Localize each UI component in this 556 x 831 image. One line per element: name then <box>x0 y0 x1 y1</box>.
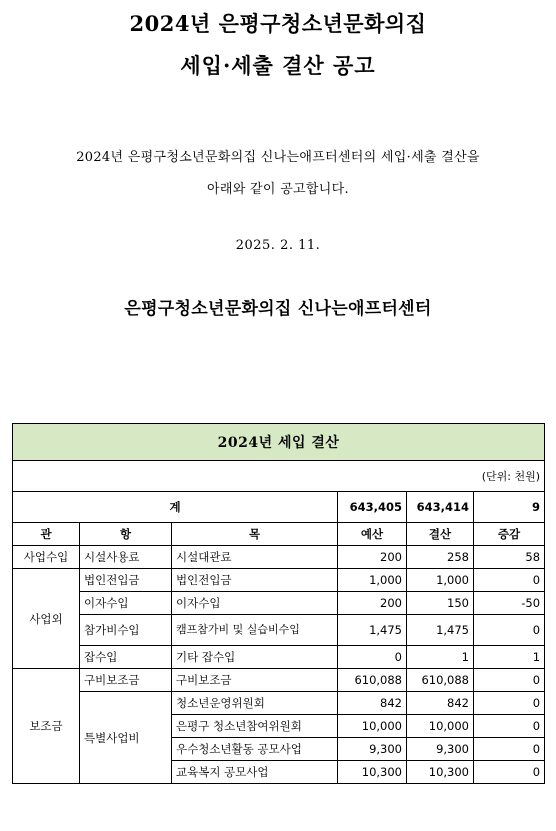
budget-cell: 1,475 <box>338 615 407 646</box>
table-row <box>13 546 545 569</box>
col-header-change: 증감 <box>474 523 545 546</box>
settlement-cell: 842 <box>407 692 474 715</box>
table-title: 2024년 세입 결산 <box>13 424 545 461</box>
mok-cell: 시설대관료 <box>172 546 338 569</box>
mok-cell: 기타 잡수입 <box>172 646 338 669</box>
mok-cell: 청소년운영위원회 <box>172 692 338 715</box>
col-header-gwan: 관 <box>13 523 80 546</box>
hang-cell: 구비보조금 <box>80 669 172 692</box>
settlement-cell: 9,300 <box>407 738 474 761</box>
group-cell-subsidy: 보조금 <box>13 669 80 784</box>
document-title-line2: 세입·세출 결산 공고 <box>180 53 376 78</box>
mok-cell: 우수청소년활동 공모사업 <box>172 738 338 761</box>
settlement-cell: 10,000 <box>407 715 474 738</box>
budget-cell: 10,300 <box>338 761 407 784</box>
settlement-cell: 1 <box>407 646 474 669</box>
settlement-cell: 1,000 <box>407 569 474 592</box>
table-title-row <box>13 424 545 461</box>
total-row <box>13 492 545 523</box>
column-header-row <box>13 523 545 546</box>
budget-cell: 200 <box>338 592 407 615</box>
total-change: 9 <box>474 492 545 523</box>
mok-cell: 교육복지 공모사업 <box>172 761 338 784</box>
budget-cell: 1,000 <box>338 569 407 592</box>
group-cell-non-business: 사업외 <box>13 569 80 669</box>
mok-cell: 캠프참가비 및 실습비수입 <box>172 615 338 646</box>
unit-label: (단위: 천원) <box>13 461 545 492</box>
budget-cell: 200 <box>338 546 407 569</box>
change-cell: 0 <box>474 669 545 692</box>
col-header-budget: 예산 <box>338 523 407 546</box>
budget-cell: 0 <box>338 646 407 669</box>
total-label: 계 <box>13 492 338 523</box>
hang-cell: 참가비수입 <box>80 615 172 646</box>
hang-cell: 법인전입금 <box>80 569 172 592</box>
notice-date: 2025. 2. 11. <box>235 238 321 253</box>
document-title-line1: 2024년 은평구청소년문화의집 <box>129 11 427 36</box>
change-cell: 1 <box>474 646 545 669</box>
revenue-settlement-table <box>12 423 545 784</box>
change-cell: 0 <box>474 692 545 715</box>
table-row <box>13 646 545 669</box>
table-row <box>13 615 545 646</box>
total-settlement: 643,414 <box>407 492 474 523</box>
group-cell-business-income: 사업수입 <box>13 546 80 569</box>
change-cell: 0 <box>474 569 545 592</box>
change-cell: -50 <box>474 592 545 615</box>
change-cell: 0 <box>474 715 545 738</box>
unit-row <box>13 461 545 492</box>
table-row <box>13 569 545 592</box>
change-cell: 0 <box>474 615 545 646</box>
table-row <box>13 592 545 615</box>
change-cell: 58 <box>474 546 545 569</box>
budget-cell: 610,088 <box>338 669 407 692</box>
hang-cell: 시설사용료 <box>80 546 172 569</box>
col-header-hang: 항 <box>80 523 172 546</box>
hang-cell: 이자수입 <box>80 592 172 615</box>
col-header-settlement: 결산 <box>407 523 474 546</box>
settlement-cell: 10,300 <box>407 761 474 784</box>
change-cell: 0 <box>474 738 545 761</box>
notice-text-line2: 아래와 같이 공고합니다. <box>207 182 349 197</box>
notice-text-line1: 2024년 은평구청소년문화의집 신나는애프터센터의 세입·세출 결산을 <box>76 150 480 165</box>
mok-cell: 법인전입금 <box>172 569 338 592</box>
hang-cell: 잡수입 <box>80 646 172 669</box>
budget-cell: 842 <box>338 692 407 715</box>
settlement-cell: 1,475 <box>407 615 474 646</box>
organization-name: 은평구청소년문화의집 신나는애프터센터 <box>124 299 432 319</box>
hang-cell-special-project: 특별사업비 <box>80 692 172 784</box>
settlement-cell: 150 <box>407 592 474 615</box>
table-row <box>13 669 545 692</box>
mok-cell: 이자수입 <box>172 592 338 615</box>
mok-cell: 은평구 청소년참여위원회 <box>172 715 338 738</box>
budget-cell: 9,300 <box>338 738 407 761</box>
col-header-mok: 목 <box>172 523 338 546</box>
settlement-cell: 258 <box>407 546 474 569</box>
settlement-cell: 610,088 <box>407 669 474 692</box>
change-cell: 0 <box>474 761 545 784</box>
mok-cell: 구비보조금 <box>172 669 338 692</box>
total-budget: 643,405 <box>338 492 407 523</box>
budget-cell: 10,000 <box>338 715 407 738</box>
table-row <box>13 692 545 715</box>
